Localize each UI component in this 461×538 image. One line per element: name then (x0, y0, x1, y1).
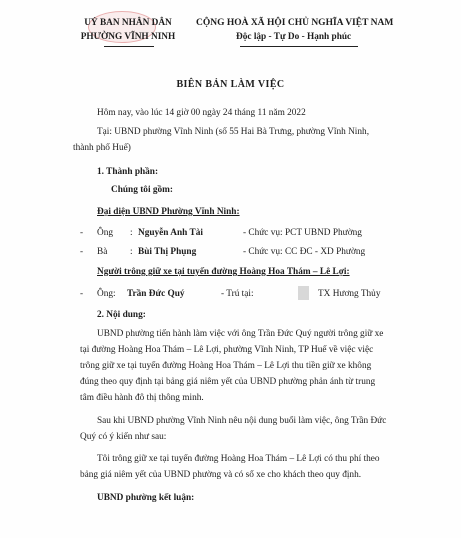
location-line2: thành phố Huế) (73, 143, 131, 153)
member2-colon: : (130, 247, 133, 257)
motto-underline (240, 46, 358, 47)
member1-title: Ông (97, 228, 114, 238)
paragraph2-line2: Quý có ý kiến như sau: (80, 432, 167, 442)
rep-heading: Đại diện UBND Phường Vĩnh Ninh: (97, 207, 240, 217)
conclusion-heading: UBND phường kết luận: (97, 493, 195, 503)
keeper-residence-label: - Trú tại: (221, 289, 254, 299)
location-line1: Tại: UBND phường Vĩnh Ninh (số 55 Hai Bà Trưng, phường Vĩnh Ninh, (97, 127, 370, 137)
paragraph3-line2: bảng giá niêm yết của UBND phường và có sổ xe cho khách theo quy định. (80, 470, 362, 480)
member2-role: - Chức vụ: CC ĐC - XD Phường (243, 247, 366, 257)
member1-dash: - (80, 228, 84, 238)
paragraph1-line4: đúng theo quy định tại bảng giá niêm yết của UBND phường phản ánh từ trung (80, 377, 376, 387)
paragraph1-line1: UBND phường tiến hành làm việc với ông Trần Đức Quý người trông giữ xe (97, 329, 384, 339)
section1-heading: 1. Thành phần: (97, 167, 159, 177)
keeper-town: TX Hương Thủy (318, 289, 381, 299)
member1-name: Nguyễn Anh Tài (138, 228, 203, 238)
section1-sub: Chúng tôi gồm: (111, 185, 173, 195)
nation-motto: Độc lập - Tự Do - Hạnh phúc (236, 32, 352, 42)
member2-name: Bùi Thị Phụng (138, 247, 197, 257)
keeper-dash: - (80, 289, 84, 299)
member1-role: - Chức vụ: PCT UBND Phường (243, 228, 362, 238)
org-underline (104, 46, 154, 47)
member2-title: Bà (97, 247, 108, 257)
org-name-line1: UỶ BAN NHÂN DÂN (84, 18, 172, 28)
paragraph1-line3: trông giữ xe tại tuyến đường Hoàng Hoa Thám – Lê Lợi thu tiền giữ xe không (80, 361, 372, 371)
keeper-title: Ông: (97, 289, 116, 299)
member2-dash: - (80, 247, 84, 257)
paragraph2-line1: Sau khi UBND phường Vĩnh Ninh nêu nội dung buổi làm việc, ông Trần Đức (97, 416, 387, 426)
nation-title: CỘNG HOÀ XÃ HỘI CHỦ NGHĨA VIỆT NAM (196, 18, 394, 28)
section2-heading: 2. Nội dung: (97, 310, 146, 320)
paragraph3-line1: Tôi trông giữ xe tại tuyến đường Hoàng Hoa Thám – Lê Lợi có thu phí theo (97, 454, 380, 464)
paragraph1-line5: tâm điều hành đô thị thông minh. (80, 393, 204, 403)
redacted-address (298, 286, 309, 300)
meeting-date: Hôm nay, vào lúc 14 giờ 00 ngày 24 tháng 11 năm 2022 (97, 108, 306, 118)
org-name-line2: PHƯỜNG VĨNH NINH (80, 32, 176, 42)
keeper-heading: Người trông giữ xe tại tuyến đường Hoàng Hoa Thám – Lê Lợi: (97, 267, 350, 277)
member1-colon: : (130, 228, 133, 238)
paragraph1-line2: tại đường Hoàng Hoa Thám – Lê Lợi, phường Vĩnh Ninh, TP Huế về việc việc (80, 345, 374, 355)
keeper-name: Trần Đức Quý (127, 289, 185, 299)
document-title: BIÊN BẢN LÀM VIỆC (176, 79, 285, 90)
